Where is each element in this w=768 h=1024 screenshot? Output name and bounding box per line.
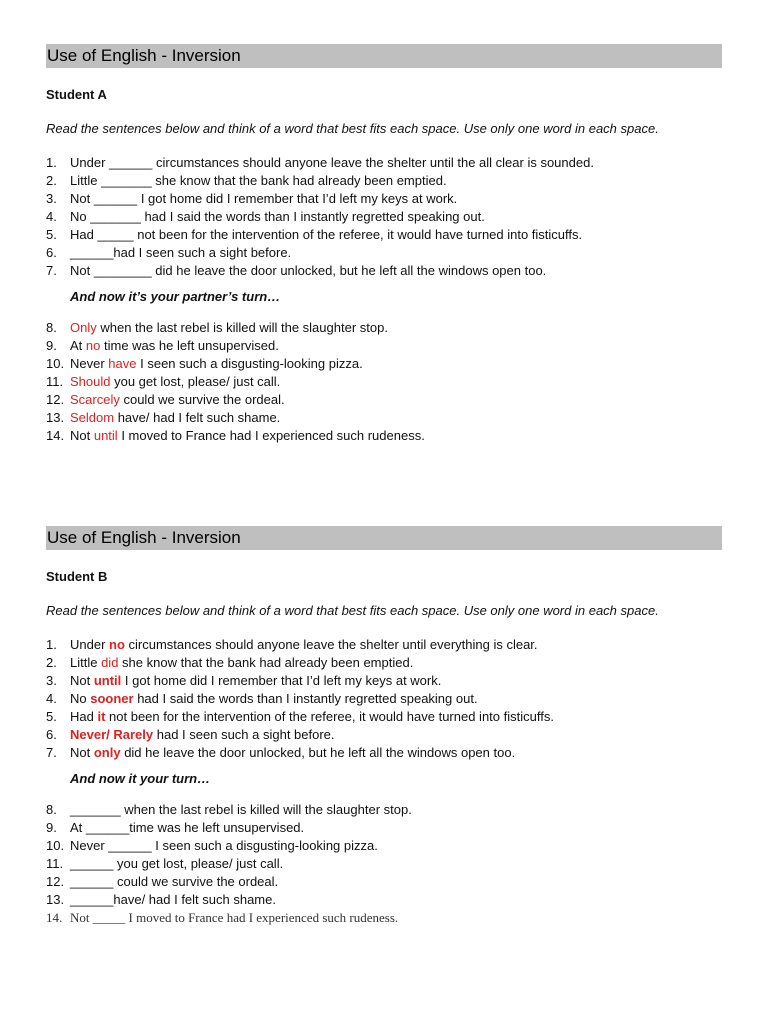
item-text-after: she know that the bank had already been emptied. <box>118 655 414 670</box>
answer-item <box>46 690 722 708</box>
item-text-after: not been for the intervention of the referee, it would have turned into fisticuffs. <box>105 709 554 724</box>
worksheet-student-b <box>46 526 722 927</box>
answer-item <box>46 373 722 391</box>
answer-item <box>46 427 722 445</box>
answer-word: Never/ Rarely <box>70 727 154 742</box>
partner-turn-heading: And now it’s your partner’s turn… <box>70 289 281 304</box>
answer-word: Only <box>70 320 97 335</box>
item-text-before: No <box>70 691 91 706</box>
answer-word: only <box>93 745 121 760</box>
student-label: Student A <box>46 87 107 102</box>
question-item <box>46 837 722 855</box>
question-item <box>46 208 722 226</box>
student-label: Student B <box>46 569 108 584</box>
item-number: 5. <box>46 227 57 242</box>
item-text-before: Under <box>70 637 110 652</box>
item-text-after: circumstances should anyone leave the shelter until everything is clear. <box>124 637 538 652</box>
item-text-after: had I said the words than I instantly regretted speaking out. <box>133 691 478 706</box>
item-number: 8. <box>46 320 57 335</box>
answer-item <box>46 391 722 409</box>
answer-word: sooner <box>90 691 134 706</box>
item-text-before: At <box>70 338 86 353</box>
answer-word: it <box>97 709 106 724</box>
item-text-before: Little <box>70 655 102 670</box>
item-text: No _______ had I said the words than I instantly regretted speaking out. <box>70 209 485 224</box>
item-number: 12. <box>46 874 65 889</box>
item-text-after: I moved to France had I experienced such rudeness. <box>117 428 425 443</box>
item-number: 3. <box>46 191 57 206</box>
answer-item <box>46 744 722 762</box>
section-title: Use of English - Inversion <box>46 526 722 550</box>
item-number: 14. <box>46 910 63 925</box>
item-text-before: Never <box>70 356 109 371</box>
your-turn-heading: And now it your turn… <box>70 771 211 786</box>
question-item <box>46 154 722 172</box>
item-text: Never ______ I seen such a disgusting-looking pizza. <box>70 838 378 853</box>
item-number: 14. <box>46 428 65 443</box>
instructions: Read the sentences below and think of a word that best fits each space. Use only one word in each space. <box>46 603 659 618</box>
answer-word: no <box>85 338 101 353</box>
item-text: At ______time was he left unsupervised. <box>70 820 305 835</box>
item-number: 13. <box>46 410 65 425</box>
item-number: 4. <box>46 691 57 706</box>
answer-item <box>46 409 722 427</box>
question-item <box>46 909 722 927</box>
answer-word: no <box>109 637 125 652</box>
question-item <box>46 801 722 819</box>
item-number: 4. <box>46 209 57 224</box>
section-title: Use of English - Inversion <box>46 44 722 68</box>
item-text: Under ______ circumstances should anyone leave the shelter until the all clear is sounded. <box>70 155 594 170</box>
item-number: 7. <box>46 745 57 760</box>
answer-item <box>46 636 722 654</box>
item-number: 7. <box>46 263 57 278</box>
question-item <box>46 873 722 891</box>
item-number: 2. <box>46 173 57 188</box>
item-number: 1. <box>46 155 57 170</box>
question-item <box>46 891 722 909</box>
item-text: Not ________ did he leave the door unlocked, but he left all the windows open too. <box>70 263 547 278</box>
item-text-after: I seen such a disgusting-looking pizza. <box>136 356 363 371</box>
item-text: _______ when the last rebel is killed will the slaughter stop. <box>70 802 412 817</box>
item-text: Not ______ I got home did I remember that I’d left my keys at work. <box>70 191 458 206</box>
answer-item <box>46 726 722 744</box>
item-number: 9. <box>46 820 57 835</box>
answer-word: have <box>108 356 137 371</box>
answer-item <box>46 355 722 373</box>
item-number: 13. <box>46 892 65 907</box>
answer-item <box>46 654 722 672</box>
item-text-before: Had <box>70 709 98 724</box>
item-text-after: have/ had I felt such shame. <box>114 410 281 425</box>
answer-list <box>46 636 722 762</box>
item-text-after: could we survive the ordeal. <box>119 392 285 407</box>
answer-word: until <box>93 673 122 688</box>
item-text: ______had I seen such a sight before. <box>70 245 292 260</box>
question-item <box>46 819 722 837</box>
question-item <box>46 262 722 280</box>
item-text-before: Not <box>70 673 94 688</box>
item-text: ______have/ had I felt such shame. <box>70 892 276 907</box>
item-number: 12. <box>46 392 65 407</box>
item-text-after: had I seen such a sight before. <box>153 727 335 742</box>
item-number: 6. <box>46 245 57 260</box>
question-item <box>46 855 722 873</box>
item-text-after: time was he left unsupervised. <box>100 338 279 353</box>
instructions: Read the sentences below and think of a word that best fits each space. Use only one word in each space. <box>46 121 659 136</box>
question-item <box>46 172 722 190</box>
item-number: 6. <box>46 727 57 742</box>
item-number: 1. <box>46 637 57 652</box>
item-number: 2. <box>46 655 57 670</box>
item-text: Had _____ not been for the intervention of the referee, it would have turned into fisticuffs. <box>70 227 583 242</box>
question-list <box>46 801 722 927</box>
item-number: 8. <box>46 802 57 817</box>
item-number: 3. <box>46 673 57 688</box>
item-text: ______ you get lost, please/ just call. <box>70 856 284 871</box>
item-number: 5. <box>46 709 57 724</box>
item-number: 10. <box>46 356 65 371</box>
answer-item <box>46 319 722 337</box>
answer-word: Scarcely <box>70 392 120 407</box>
answer-list <box>46 319 722 445</box>
item-number: 11. <box>46 856 64 871</box>
answer-word: Seldom <box>70 410 115 425</box>
item-text: Not _____ I moved to France had I experienced such rudeness. <box>70 910 399 925</box>
answer-word: until <box>93 428 118 443</box>
item-text: ______ could we survive the ordeal. <box>70 874 279 889</box>
item-text-after: I got home did I remember that I’d left my keys at work. <box>121 673 442 688</box>
question-item <box>46 226 722 244</box>
question-list <box>46 154 722 280</box>
item-number: 11. <box>46 374 64 389</box>
question-item <box>46 244 722 262</box>
answer-item <box>46 708 722 726</box>
item-text: Little _______ she know that the bank had already been emptied. <box>70 173 447 188</box>
item-text-after: when the last rebel is killed will the slaughter stop. <box>96 320 388 335</box>
worksheet-student-a <box>46 44 722 445</box>
item-text-before: Not <box>70 428 94 443</box>
answer-item <box>46 337 722 355</box>
answer-item <box>46 672 722 690</box>
item-number: 10. <box>46 838 65 853</box>
item-text-after: did he leave the door unlocked, but he left all the windows open too. <box>120 745 516 760</box>
answer-word: Should <box>70 374 111 389</box>
item-text-before: Not <box>70 745 94 760</box>
question-item <box>46 190 722 208</box>
answer-word: did <box>101 655 119 670</box>
item-number: 9. <box>46 338 57 353</box>
item-text-after: you get lost, please/ just call. <box>110 374 281 389</box>
